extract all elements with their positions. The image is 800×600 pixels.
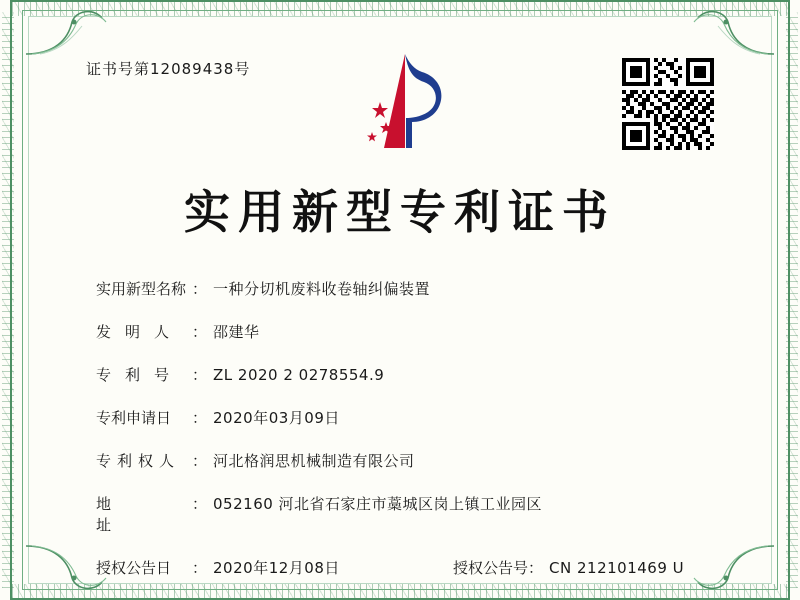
field-value-utility-model-name: 一种分切机废料收卷轴纠偏装置 [213,280,431,298]
corner-flourish-icon [626,10,776,56]
qr-code-icon [622,58,714,150]
field-value-grant-number: CN 212101469 U [549,559,685,577]
field-value-patent-number: ZL 2020 2 0278554.9 [213,366,385,384]
field-colon: ： [192,452,208,470]
field-label [96,278,192,299]
field-colon: ： [192,366,208,384]
field-label-text: 实用新型名称 [96,280,187,298]
field-label-text: 专利号 [96,366,184,384]
field-row-utility-model-name [96,278,730,299]
field-colon: ： [192,559,208,577]
field-value-grant-date: 2020年12月08日 [213,559,340,577]
certificate-fields [96,278,730,600]
field-label [96,321,192,342]
field-value-patentee: 河北格润思机械制造有限公司 [213,452,415,470]
field-value-address: 052160 河北省石家庄市藁城区岗上镇工业园区 [213,495,543,513]
certificate-serial-number: 证书号第12089438号 [86,60,251,78]
page-title: 实用新型专利证书 [184,185,616,239]
field-label [96,407,192,428]
guilloche-band-left [2,12,14,588]
field-label-grant-number: 授权公告号： [453,559,544,577]
field-row-grant-announcement [96,557,730,578]
guilloche-band-right [786,12,798,588]
field-row-patentee [96,450,730,471]
field-row-application-date [96,407,730,428]
field-colon: ： [192,409,208,427]
field-label-text: 地址 [96,495,158,534]
field-label-text: 专利权人 [96,452,181,470]
field-label-text: 专利申请日 [96,409,172,427]
field-row-address [96,493,730,535]
field-label [96,557,192,578]
field-colon: ： [192,280,208,298]
field-colon: ： [192,495,208,513]
field-label [96,364,192,385]
field-label [96,450,192,471]
field-label [96,493,192,535]
field-value-application-date: 2020年03月09日 [213,409,340,427]
patent-office-logo-icon [350,48,460,158]
field-value-inventor: 邵建华 [213,323,260,341]
field-colon: ： [192,323,208,341]
field-label-text: 发明人 [96,323,184,341]
field-label-text: 授权公告日 [96,559,172,577]
field-row-inventor [96,321,730,342]
corner-flourish-icon [24,10,174,56]
field-row-patent-number [96,364,730,385]
